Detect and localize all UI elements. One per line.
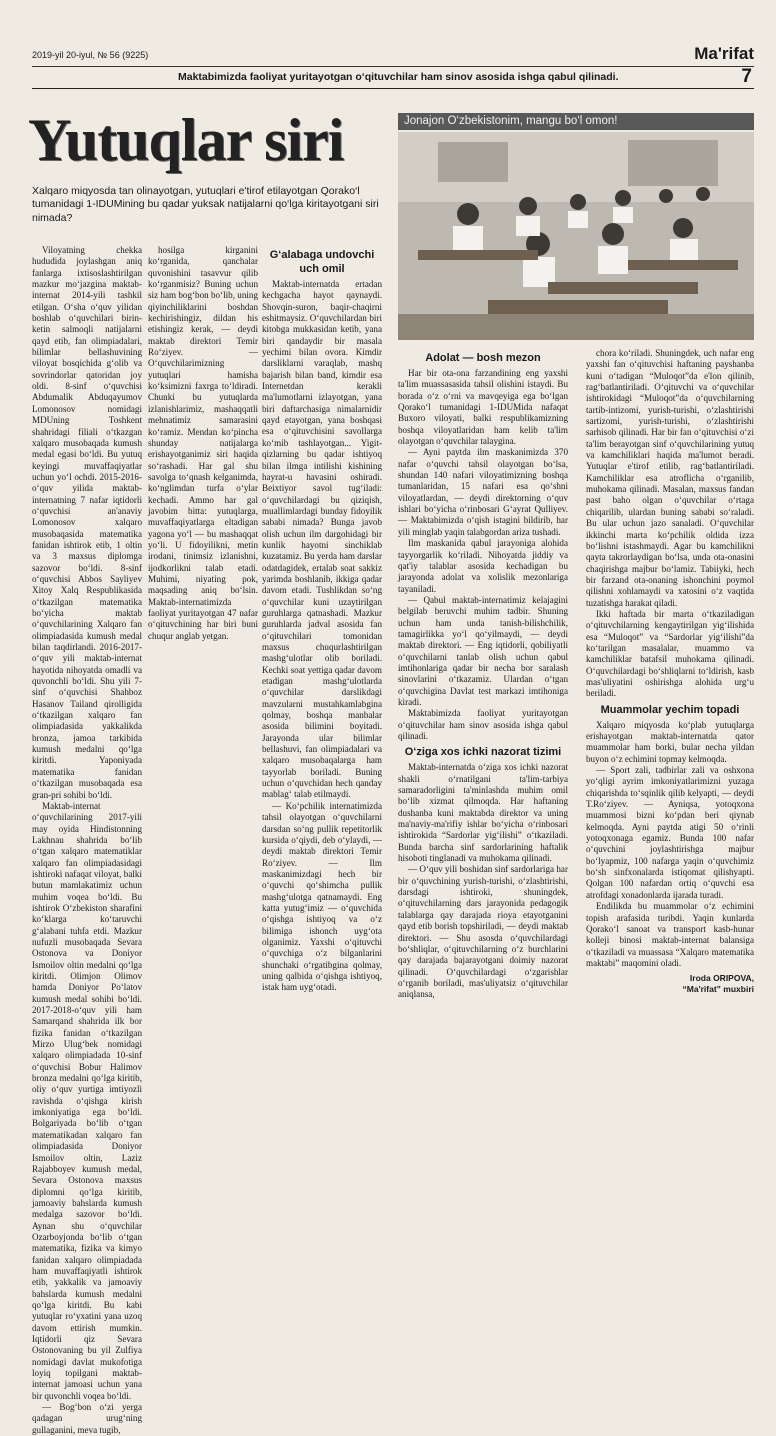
article-lead: Xalqaro miqyosda tan olinayotgan, yutuqlari e'tirof etilayotgan Qorako‘l tumanidagi 1-IDUMining bu qadar yuksak natijalarni qo‘lga kiritayotgani siri nimada?	[32, 185, 379, 224]
paragraph: Ilm maskanida qabul jarayoniga alohida tayyorgarlik ko‘riladi. Nihoyatda jiddiy va qat'iy talablar asosida kechadigan bu jarayonda adolat va xolislik mezonlariga tayaniladi.	[398, 538, 568, 594]
author-name: Iroda ORIPOVA,	[689, 973, 754, 984]
paragraph: — Ko‘pchilik internatimizda tahsil olayotgan o‘quvchilarni darsdan so‘ng pullik repetitorlik kursida o‘qiydi, deb o‘ylaydi, — deydi maktab direktori Temir Ro‘ziyev. — Ilm maskanimizdagi hech bir o‘quvchi qo‘shimcha pullik mashg‘ulotga qatnamaydi. Eng katta yutug‘imiz — o‘quvchida o‘qishga ishtiyoq va o‘z bilimiga ishonch uyg‘ota olganimiz. Yaxshi o‘qituvchi o‘quvchiga o‘z bilganlarini shunchaki o‘rgatibgina qolmay, uning qalbida o‘qishga ishtiyoq, istak ham uyg‘otadi.	[262, 800, 382, 993]
paragraph: — Ayni paytda ilm maskanimizda 370 nafar o‘quvchi tahsil olayotgan bo‘lsa, shundan 140 nafari viloyatimizning boshqa tumanlaridan, 15 nafari esa qo‘shni viloyatlardan, — deydi direktorning o‘quv ishlari bo‘yicha o‘rinbosari G‘ayrat Qulliyev. — Maktabimizda o‘qish istagini bildirib, har yili minglab yaqin talabgordan ariza tushadi.	[398, 447, 568, 537]
paragraph: Maktab-internatda ertadan kechgacha hayot qaynaydi. Shovqin-suron, baqir-chaqirni eshitmaysiz. O‘quvchilardan biri kitobga mukkasidan ketib, yana biri qandaydir bir masala yechimi bilan ovora. Kimdir darsliklarni varaqlab, mashq bajarish bilan band, kimdir esa Internetdan kerakli ma'lumotlarni izlayotgan, yana biri daftarchasiga nimalarnidir qayd etayotgan, yana boshqasi esa o‘qituvchisini savollarga ko‘mib tashlayotgan... Yigit-qizlarning bu qadar ishtiyoq bilan ilmga intilishi kishining hayrat-u havasini oshiradi. Beixtiyor savol tug‘iladi: o‘quvchilardagi bu qiziqish, muallimlardagi bunday fidoyilik sababi nimada? Bunga javob olish uchun ilm dargohidagi bir kunlik hayotni sinchiklab kuzatamiz. Bu yerda ham darslar odatdagidek, ertalab soat sakkiz yarimda boshlanib, ikkiga qadar davom etadi. Tushlikdan so‘ng o‘quvchilar kuni uzaytirilgan guruhlarga qatnashadi. Mazkur guruhlarda jadval asosida fan o‘qituvchilari tomonidan maxsus chuqurlashtirilgan mashg‘ulotlar olib boriladi. Kechki soat yettiga qadar davom etadigan mashg‘ulotlarda o‘quvchilar darslikdagi mavzularni mustahkamlabgina qolmay, boshqa manbalar asosida bilimini boyitadi. Jarayonda ular bilimlar bellashuvi, fan olimpiadalari va xalqaro musobaqalarga ham tayyorlab boriladi. Buning uchun o‘quvchidan hech qanday mablag‘ talab etilmaydi.	[262, 279, 382, 800]
classroom-illustration	[398, 132, 754, 340]
subheading-adolat: Adolat — bosh mezon	[425, 352, 541, 364]
newspaper-name: Ma'rifat	[694, 44, 754, 63]
paragraph: Endilikda bu muammolar o‘z echimini topish arafasida turibdi. Yaqin kunlarda Qorako‘l sanoat va transport kasb-hunar kolleji binosi maktab-internat balansiga o‘tkaziladi va muassasa “Xalqaro matematika maktabi” maqomini oladi.	[586, 901, 754, 968]
page-number: 7	[741, 66, 752, 87]
author-signature	[586, 973, 754, 995]
header-subtitle: Maktabimizda faoliyat yuritayotgan o‘qituvchilar ham sinov asosida ishga qabul qilinadi.	[178, 71, 619, 83]
article-title: Yutuqlar siri	[28, 107, 344, 173]
paragraph: Maktab-internatda o‘ziga xos ichki nazorat shakli o‘rnatilgani ta'lim-tarbiya samaradorligini ta'minlashda muhim omil bo‘lib xizmat qilmoqda. Har haftaning dushanba kuni maktabda direktor va uning ma'naviy-ma'rifiy ishlar bo‘yicha o‘rinbosari ishtirokida “Sardorlar yig‘ilishi” o‘tkaziladi. Bunda barcha sinf sardorlarining haftalik hisoboti tinglanadi va muhokama qilinadi.	[398, 762, 568, 864]
subheading-oziga: O‘ziga xos ichki nazorat tizimi	[404, 746, 562, 759]
column-2	[148, 245, 258, 642]
column-3	[262, 245, 382, 994]
paragraph: Maktabimizda faoliyat yuritayotgan o‘qituvchilar ham sinov asosida ishga qabul qilinadi.	[398, 708, 568, 741]
author-role: “Ma'rifat” muxbiri	[682, 984, 754, 995]
classroom-photo	[398, 132, 754, 340]
page-header	[32, 44, 754, 89]
subheading-muammo: Muammolar yechim topadi	[600, 703, 740, 716]
subheading-alabaga: G‘alabaga undovchi uch omil	[269, 249, 375, 275]
column-5	[586, 348, 754, 995]
paragraph: — O‘quv yili boshidan sinf sardorlariga har bir o‘quvchining yurish-turishi, o‘zlashtirishi, darsdagi ishtiroki, shuningdek, o‘qituvchilarning dars jarayonida pedagogik talablarga qay darajada rioya etayotganini qayd etib borish topshiriladi, — deydi maktab direktori. — Shu asosda o‘quvchilardagi bo‘shliqlar, o‘qituvchilarning o‘z burchlarini qay darajada bajarayotgani doimiy nazorat qilinadi. O‘quvchilardagi o‘zgarishlar o‘rganib boriladi, mas'uliyatsiz o‘qituvchilar aniqlansa,	[398, 864, 568, 1000]
paragraph: Har bir ota-ona farzandining eng yaxshi ta'lim muassasasida tahsil olishini istaydi. Bu borada o‘z o‘rni va mavqeyiga ega bo‘lgan Qorako‘l tumanidagi 1-IDUMida nafaqat Buxoro viloyati, balki respublikamizning boshqa viloyatlaridan ham kelib ta'lim olayotgan o‘quvchilar talaygina.	[398, 368, 568, 447]
paragraph: — Bog‘bon o‘zi yerga qadagan urug‘ning gullaganini, meva tugib,	[32, 1402, 142, 1435]
paragraph: Ikki haftada bir marta o‘tkaziladigan o‘qituvchilarning kengaytirilgan yig‘ilishida esa “Muloqot” va “Sardorlar yig‘ilishi”da ko‘tarilgan masalalar, muammo va kamchiliklar batafsil muhokama qilinadi. O‘quvchilardagi bo‘shliqlarni to‘ldirish, kasb mas'uliyatini oshirishga alohida urg‘u beriladi.	[586, 608, 754, 699]
slogan-banner: Jonajon O‘zbekistonim, mangu bo‘l omon!	[398, 113, 754, 130]
header-rule	[32, 66, 754, 67]
issue-date: 2019-yil 20-iyul, № 56 (9225)	[32, 50, 149, 60]
paragraph: chora ko‘riladi. Shuningdek, uch nafar eng yaxshi fan o‘qituvchisi haftaning payshanba kuni o‘tadigan “Muloqot”da e'lon qilinib, rag‘batlantiriladi. O‘qituvchi va o‘quvchilar ishtirokidagi “Muloqot”da o‘quvchilarning tartib-intizomi, yurish-turishi, o‘zlashtirishi sartizomi, yurish-turishi, o‘zlashtirishi sarhisob qilinadi. Har bir fan o‘qituvchisi o‘zi ta'lim berayotgan sinf o‘quvchilarining yutuq va kamchiliklari haqida ma'lumot beradi. Yutuqlar e'tirof etilib, rag‘batlantiriladi. Kamchiliklar esa atroflicha o‘rganilib, muhokama qilinadi. Masalan, maxsus fandan past baho olgan o‘quvchilar o‘rtaga chiqarilib, ulardan buning sababi so‘raladi. Bu ular uchun jazo sanaladi. O‘quvchilar ikkinchi marta ko‘pchilik oldida izza bo‘lishni istashmaydi. Agar bu kamchilikni qayta takrorlaydigan bo‘lsa, unda ota-onasini chaqirishga majbur bo‘lamiz. Tabiiyki, hech bir farzand ota-onaning ishonchini poymol qilishni xohlamaydi va xatosini o‘z vaqtida tuzatishga harakat qiladi.	[586, 348, 754, 608]
paragraph: — Sport zali, tadbirlar zali va oshxona yo‘qligi ayrim imkoniyatlarimizni yuzaga chiqarishda to‘sqinlik qilib kelyapti, — deydi T.Ro‘ziyev. — Ayniqsa, yotoqxona muammosi bizni ko‘pdan beri qiynab kelmoqda. Ayni paytda atigi 50 o‘rinli yotoqxonaga egamiz. Bunda 100 nafar o‘quvchini joylashtirishga majbur bo‘lyapmiz, 100 nafarga yaqin o‘quvchimiz bo‘sh sinfxonalarda istiqomat qilishyapti. Qolgan 100 nafardan ortiq o‘quvchi esa atrofdagi xonadonlarda ijarada turadi.	[586, 765, 754, 900]
paragraph: Xalqaro miqyosda ko‘plab yutuqlarga erishayotgan maktab-internatda qator muammolar ham borki, bular necha yildan buyon o‘z echimini topmay kelmoqda.	[586, 719, 754, 764]
column-1	[32, 245, 142, 1436]
column-4	[398, 348, 568, 1001]
paragraph: Maktab-internat o‘quvchilarining 2017-yili may oyida Hindistonning Lakhnau shahrida bo‘lib o‘tgan xalqaro matematiklar xalqaro fan olimpiadasidagi ishtiroki nafaqat viloyat, balki butun mamlakatimiz uchun muhim voqea bo‘ldi. Bu ishtirok O‘zbekiston sharafini ko‘klarga ko‘taruvchi g‘alabani tuhfa etdi. Mazkur nufuzli musobaqada Sevara Ostonova va Doniyor Ismoilov oltin medalni qo‘lga kiritdi. Olimjon Olimov hamda Doniyor Po‘latov kumush medal sohibi bo‘ldi. 2017-2018-o‘quv yili ham Samarqand shahrida ilk bor fizika fanidan o‘tkazilgan Mirzo Ulug‘bek nomidagi xalqaro olimpiadada 10-sinf o‘quvchisi Bobur Halimov bronza medalni qo‘lga kiritib, oliy o‘quv yurtiga imtiyozli ravishda o‘qishga kirish imkoniyatiga ega bo‘ldi. Bolgariyada bo‘lib o‘tgan matematikadan xalqaro fan olimpiadasida Doniyor Ismoilov oltin, Laziz Rajabboyev kumush medal, Sevara Ostonova maxsus diplomni qo‘lga kiritib, jamoaviy bahslarda kumush medalga sazovor bo‘ldi. Aynan shu o‘quvchilar Ozarboyjonda bo‘lib o‘tgan matematika, fizika va kimyo fanidan xalqaro olimpiadada ham muvaffaqiyatli ishtirok etib, yakkalik va jamoaviy bahslarda kumush medalni qo‘lga kiritdi. Bu kabi yutuqlar ro‘yxatini yana uzoq davom ettirish mumkin. Iqtidorli qiz Sevara Ostonovaning bu yil Zulfiya nomidagi davlat mukofotiga loyiq topilgani maktab-internat jamoasi uchun yana bir quvonchli voqea bo‘ldi.	[32, 800, 142, 1401]
paragraph: Viloyatning chekka hududida joylashgan aniq fanlarga ixtisoslashtirilgan mazkur mo‘jazgina maktab-internat 2014-yili tashkil etilgan. O‘sha o‘quv yilidan boshlab o‘quvchilari birin-ketin salmoqli natijalarni qayd etib, fan olimpiadalari, bilimlar bellashuvining viloyat bosqichida g‘olib va sovrindorlar qatoridan joy oldi. 8-sinf o‘quvchisi Abdumalik Abduqayumov Lomonosov nomidagi MDUning Toshkent shahridagi filiali o‘tkazgan xalqaro musobaqada kumush medal egasi bo‘ldi. Bu yutuq keyingi muvaffaqiyatlar uchun yo‘l ochdi. 2015-2016-o‘quv yilida maktab-internatning 7 nafar iqtidorli o‘quvchisi an'anaviy Lomonosov xalqaro musobaqasida matematika fanidan ishtirok etib, 1 oltin va 3 maxsus diplomga sazovor bo‘ldi. 8-sinf o‘quvchisi Abbos Sayliyev Xitoy Xalq Respublikasida o‘tkazilgan matematika bo‘yicha maktab o‘quvchilarining Xalqaro fan olimpiadasida kumush medal bilan taqdirlandi. 2016-2017-o‘quv yili maktab-internat hayotida nihoyatda omadli va quvonchli bo‘ldi. Shu yili 7-sinf o‘quvchisi Shahboz Hasanov Tailand qirolligida o‘tkazilgan xalqaro fan olimpiadasida yakkalikda bronza, jamoa tarkibida kumush medalni qo‘lga kiritdi. Yaponiyada matematika fanidan o‘tkazilgan musobaqada esa gran-pri sohibi bo‘ldi.	[32, 245, 142, 800]
paragraph: — Qabul maktab-internatimiz kelajagini belgilab beruvchi muhim tadbir. Shuning uchun ham unda tanish-bilishchilik, tamagirlikka yo‘l qo‘yilmaydi, — deydi maktab direktori. — Eng iqtidorli, qobiliyatli o‘quvchilarni tanlab olish uchun qabul imtihonlariga qadar bir necha bor saralash sinovlarini o‘tkazamiz. Ulardan o‘tgan o‘quvchigina Davlat test markazi imtihoniga kiradi.	[398, 594, 568, 707]
paragraph: hosilga kirganini ko‘rganida, qanchalar quvonishini tasavvur qilib ko‘rganmisiz? Buning uchun siz ham bog‘bon bo‘lib, uning qiyinchiliklarini boshdan kechirishingiz, dildan his etishingiz kerak, — deydi maktab direktori Temir Ro‘ziyev. — O‘quvchilarimizning yutuqlari hamisha ko‘ksimizni faxrga to‘ldiradi. Chunki bu yutuqlarda izlanishlarimiz, mashaqqatli mehnatimiz samarasini ko‘ramiz. Mendan ko‘pincha shunday natijalarga erishayotganimiz siri haqida so‘rashadi. Har gal shu savolga to‘qnash kelganimda, ko‘nglimdan turfa o‘ylar kechadi. Ammo har gal javobim bitta: yutuqlarga, muvaffaqiyatlarga eltadigan yagona yo‘l — bu mashaqqat yo‘li. U fidoyilikni, metin irodani, tinimsiz izlanishni, ijodkorlikni talab etadi. Muhimi, niyating pok, maqsading aniq bo‘lsin. Maktab-internatimizda faoliyat yuritayotgan 47 nafar o‘qituvchining har biri buni chuqur anglab yetgan.	[148, 245, 258, 641]
